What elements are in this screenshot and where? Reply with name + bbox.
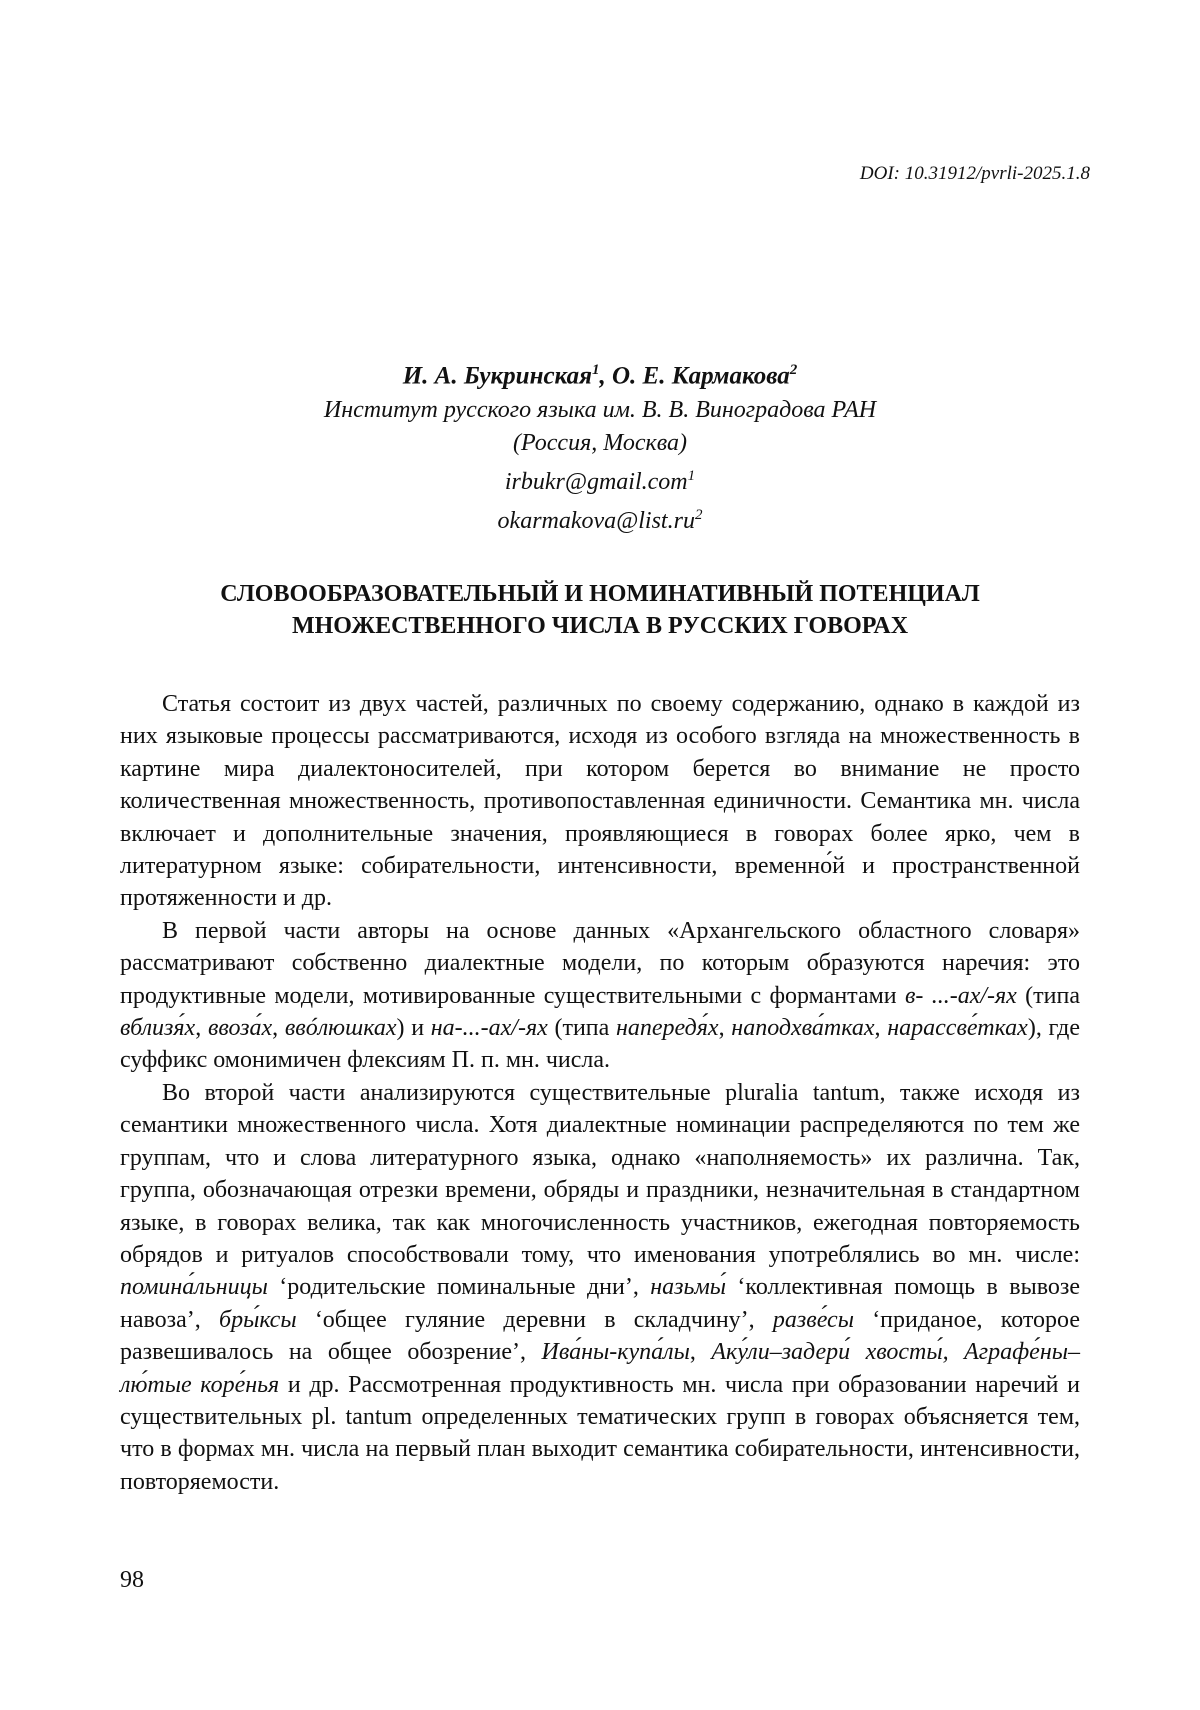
text-run: , — [272, 1015, 285, 1042]
email-line-1 — [0, 460, 1200, 499]
affiliation-line-1: Институт русского языка им. В. В. Виноградова РАН — [323, 397, 877, 424]
italic-term: бры́ксы — [219, 1306, 297, 1333]
title-line-2: МНОЖЕСТВЕННОГО ЧИСЛА В РУССКИХ ГОВОРАХ — [291, 613, 909, 639]
text-run: ), где суффикс омонимичен флексиям П. п. мн. числа. — [120, 1015, 1081, 1074]
text-run: В первой части авторы на основе данных «Архангельского областного словаря» рассматривают собственно диалектные модели, по которым образуются наречия: это продуктивные модели, мотивированные существительными с формантами — [120, 917, 1080, 1009]
author-separator: , — [599, 362, 612, 390]
email-sup-2: 2 — [694, 507, 703, 524]
italic-term: ввóлюшках — [284, 1015, 397, 1042]
affiliation-line-2: (Россия, Москва) — [512, 430, 688, 457]
author-name-2: О. Е. Кармакова — [611, 362, 790, 390]
italic-term: наподхва́тках — [731, 1015, 875, 1042]
italic-term: в- ...-ах/-ях — [904, 982, 1017, 1009]
text-run: , — [195, 1015, 208, 1042]
text-run: ‘общее гуляние деревни в складчину’, — [296, 1306, 773, 1333]
italic-term: на-...-ах/-ях — [430, 1015, 548, 1042]
text-run: и др. Рассмотренная продуктивность мн. числа при образовании наречий и существительных pl. tantum определенных тематических групп в говорах объясняется тем, что в формах мн. числа на первый план выходит семантика собирательности, интенсивности, повторяемости. — [120, 1371, 1080, 1495]
text-run: ‘родительские поминальные дни’, — [267, 1274, 651, 1301]
email-1[interactable]: irbukr@gmail.com — [504, 469, 688, 496]
author-sup-1: 1 — [591, 362, 600, 378]
italic-term: Аку́ли–задери́ хвосты́, Аграфе́ны–лю́тые коре́нья — [120, 1339, 1080, 1398]
text-run: , — [718, 1015, 732, 1042]
abstract-body — [120, 688, 1080, 1498]
article-title — [0, 578, 1200, 642]
italic-term: назьмы́ — [650, 1274, 727, 1301]
text-run: (типа — [547, 1015, 616, 1042]
text-run: ‘коллективная помощь в вывозе навоза’, — [120, 1274, 1080, 1333]
email-2[interactable]: okarmakova@list.ru — [497, 508, 695, 535]
italic-term: вблизя́х — [120, 1015, 196, 1042]
italic-term: нарассве́тках — [887, 1015, 1028, 1042]
text-run: Во второй части анализируются существительные pluralia tantum, также исходя из семантики множественного числа. Хотя диалектные номинации распределяются по тем же группам, что и слова литературного языка, однако «наполняемость» их различна. Так, группа, обозначающая отрезки времени, обряды и праздники, незначительная в стандартном языке, в говорах велика, так как многочисленность участников, ежегодная повторяемость обрядов и ритуалов способствовали тому, что именования употреблялись во мн. числе: — [120, 1079, 1080, 1268]
italic-term: ввоза́х — [207, 1015, 273, 1042]
italic-term: помина́льницы — [120, 1274, 268, 1301]
doi-label: DOI: 10.31912/pvrli-2025.1.8 — [859, 163, 1090, 184]
email-sup-1: 1 — [687, 468, 696, 485]
text-run: (типа — [1016, 982, 1080, 1009]
title-line-1: СЛОВООБРАЗОВАТЕЛЬНЫЙ И НОМИНАТИВНЫЙ ПОТЕНЦИАЛ — [220, 581, 980, 607]
text-run: , — [689, 1339, 712, 1366]
email-line-2 — [0, 499, 1200, 538]
author-block — [0, 352, 1200, 538]
text-run: ) и — [396, 1015, 431, 1042]
text-run: , — [874, 1015, 888, 1042]
italic-term: разве́сы — [772, 1306, 854, 1333]
author-name-1: И. А. Букринская — [402, 362, 592, 390]
author-sup-2: 2 — [789, 362, 798, 378]
author-names — [0, 352, 1200, 394]
paragraph-3 — [120, 1077, 1080, 1498]
italic-term: напередя́х — [616, 1015, 719, 1042]
paragraph-2 — [120, 915, 1080, 1077]
italic-term: Ива́ны-купа́лы — [541, 1339, 690, 1366]
page-number: 98 — [120, 1567, 144, 1593]
text-run: ‘приданое, которое развешивалось на общее обозрение’, — [120, 1306, 1081, 1366]
paragraph-1: Статья состоит из двух частей, различных по своему содержанию, однако в каждой из них языковые процессы рассматриваются, исходя из особого взгляда на множественность в картине мира диалектоносителей, при котором берется во внимание не просто количественная множественность, противопоставленная единичности. Семантика мн. числа включает и дополнительные значения, проявляющиеся в говорах более ярко, чем в литературном языке: собирательности, интенсивности, временно́й и пространственной протяженности и др. — [120, 691, 1080, 912]
